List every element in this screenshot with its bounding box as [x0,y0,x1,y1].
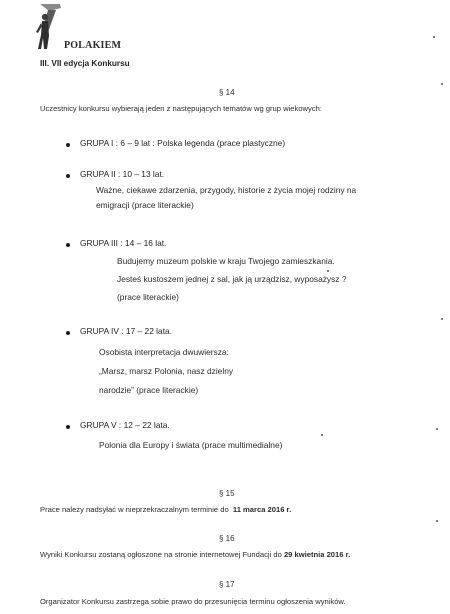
paragraph-15-body: Prace należy nadsyłać w nieprzekraczalnym terminie do [40,505,229,514]
group-2-line-2: emigracji (prace literackie) [96,200,194,210]
paragraph-number-15: § 15 [219,489,235,498]
group-4-line-1: Osobista interpretacja dwuwiersza: [99,347,229,357]
paragraph-16-body: Wyniki Konkursu zostaną ogłoszone na stronie internetowej Fundacji do [40,550,282,559]
bullet-icon [66,425,70,429]
group-1-label: GRUPA I : 6 – 9 lat : Polska legenda (prace plastyczne) [80,138,286,148]
group-5-label: GRUPA V : 12 – 22 lata. [80,420,170,430]
logo-text: POLAKIEM [64,40,122,51]
bullet-icon [66,331,70,335]
group-4-line-2: „Marsz, marsz Polonia, nasz dzielny [99,366,234,376]
bullet-icon [66,174,70,178]
group-2-line-1: Ważne, ciekawe zdarzenia, przygody, historie z życia mojej rodziny na [96,185,357,195]
scan-speck [321,434,323,436]
scan-speck [433,36,435,38]
scan-speck [327,270,329,272]
section-title: III. VII edycja Konkursu [40,59,130,68]
group-3-label: GRUPA III : 14 – 16 lat. [80,238,167,248]
group-5-line-1: Polonia dla Europy i świata (prace multimedialne) [99,440,283,450]
group-2-label: GRUPA II : 10 – 13 lat. [80,169,165,179]
group-4-line-3: narodzie” (prace literackie) [99,385,199,395]
paragraph-14-intro: Uczestnicy konkursu wybierają jeden z następujących tematów wg grup wiekowych: [40,104,322,113]
paragraph-number-17: § 17 [219,580,235,589]
paragraph-16-date: 29 kwietnia 2016 r. [283,550,351,559]
scan-speck [441,83,443,85]
group-4-label: GRUPA IV : 17 – 22 lata. [80,326,173,336]
paragraph-16-text [40,550,350,559]
scan-speck [436,520,438,522]
paragraph-number-16: § 16 [219,534,235,543]
paragraph-15-date: 11 marca 2016 r. [232,505,292,514]
scan-speck [441,318,443,320]
paragraph-number-14: § 14 [219,88,235,97]
bullet-icon [66,143,70,147]
scan-speck [436,428,438,430]
paragraph-15-text [40,505,291,514]
group-3-line-1: Budujemy muzeum polskie w kraju Twojego zamieszkania. [117,256,335,266]
group-3-line-3: (prace literackie) [117,292,179,302]
group-3-line-2: Jesteś kustoszem jednej z sal, jak ją urządzisz, wyposażysz ? [117,274,347,284]
paragraph-17-text: Organizator Konkursu zastrzega sobie prawo do przesunięcia terminu ogłoszenia wyników. [40,597,346,606]
bullet-icon [66,243,70,247]
polakiem-logo-icon [30,2,64,50]
